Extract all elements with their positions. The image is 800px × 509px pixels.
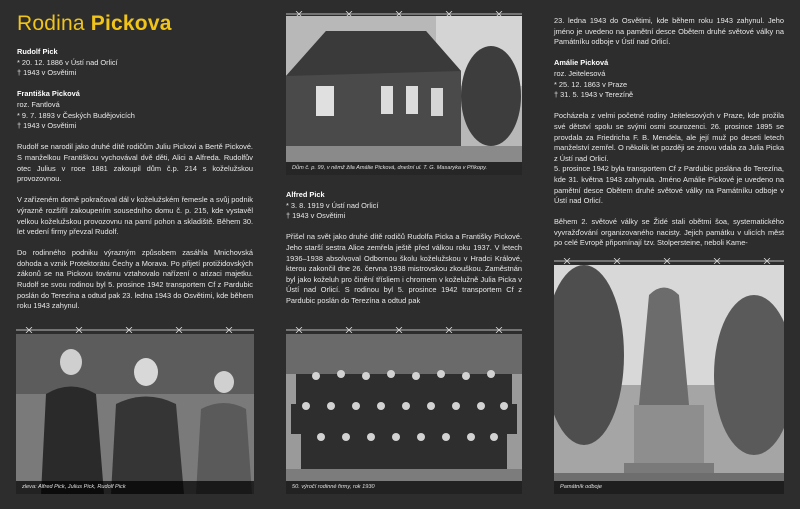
person-name-frantiska: Františka Picková [17, 89, 80, 99]
amalie-born: * 25. 12. 1863 v Praze [554, 79, 628, 89]
rudolf-born: * 20. 12. 1886 v Ústí nad Orlicí [17, 57, 118, 67]
family-portrait-image [16, 334, 254, 494]
photo-family-portrait [16, 334, 254, 494]
column-3-text [554, 16, 784, 249]
col1-paragraph-1: Rudolf se narodil jako druhé dítě rodičům Juliu Pickovi a Bertě Pickové. S manželkou Františkou vychovával dvě děti, Alici a Alfreda. Rudolfův otec Julius v roce 1881 zakoupil dům č.p. 214 s koželužskou provozovnou. [17, 142, 253, 184]
alfred-born: * 3. 8. 1919 v Ústí nad Orlicí [286, 200, 379, 210]
page-title [17, 12, 172, 36]
title-part-1: Rodina [17, 12, 91, 35]
barbed-wire-4 [554, 258, 784, 264]
col1-paragraph-2: V zařízeném domě pokračoval dál v koželužském řemesle a svůj podnik výrazně rozšířil zakoupením sousedního domu č. p. 215, kde vystavěl velkou koželužskou provozovnu na parní pohon a skladiště. Během 30. let vedení firmy převzal Rudolf. [17, 195, 253, 237]
col1-paragraph-3: Do rodinného podniku výrazným způsobem zasáhla Mnichovská dohoda a vznik Protektorátu Čechy a Morava. Po přijetí protižidovských zákonů se na Pickovu továrnu vztahovalo nařízení o arizaci majetku. Rudolf se svou rodinou byl 5. prosince 1942 transportem Cf z Pardubic poslán do Terezína a odtud pak 23. ledna 1943 do Osvětimi, kde během roku 1943 zahynul. [17, 248, 253, 311]
amalie-maiden: roz. Jeitelesová [554, 68, 606, 78]
frantiska-born: * 9. 7. 1893 v Českých Budějovicích [17, 110, 135, 120]
col3-paragraph-0: 23. ledna 1943 do Osvětimi, kde během roku 1943 zahynul. Jeho jméno je uvedeno na pamětní desce Obětem druhé světové války na Památníku odboje v Ústí nad Orlicí. [554, 16, 784, 47]
frantiska-died: † 1943 v Osvětimi [17, 121, 77, 131]
rudolf-died: † 1943 v Osvětimi [17, 68, 77, 78]
col3-paragraph-1: Pocházela z velmi početné rodiny Jeitelesových v Praze, kde prožila své dětství spolu se svými osmi sourozenci. 26. prosince 1895 se provdala za Friedricha F. B. Mendela, ale její muž po deseti letech manželství zemřel. O několik let později se znovu vdala za Julia Picka z Ústí nad Orlicí. [554, 111, 784, 163]
frantiska-maiden: roz. Fantlová [17, 99, 60, 109]
col3-paragraph-2: 5. prosince 1942 byla transportem Cf z Pardubic poslána do Terezína, kde 31. května 1943 zahynula. Jméno Amálie Pickové je uvedeno na pamětní desce Obětem druhé světové války na Památníku odboje v Ústí nad Orlicí. [554, 164, 784, 206]
barbed-wire-1 [16, 327, 254, 333]
person-name-alfred: Alfred Pick [286, 190, 325, 199]
person-name-amalie: Amálie Picková [554, 58, 609, 68]
caption-firm: 50. výročí rodinné firmy, rok 1930 [286, 481, 522, 494]
person-name-rudolf: Rudolf Pick [17, 47, 58, 56]
barbed-wire-3 [286, 327, 522, 333]
house-image [286, 16, 522, 175]
photo-memorial [554, 265, 784, 494]
column-2-text [286, 190, 522, 307]
col3-paragraph-3: Během 2. světové války se Židé stali obětmi šoa, systematického vyvražďování organizovaného nacisty. Jejich památku v ulicích měst po celé Evropě připomínají tzv. Stolpersteine, neboli Kame- [554, 217, 784, 248]
firm-group-image [286, 334, 522, 494]
alfred-died: † 1943 v Osvětimi [286, 211, 346, 221]
col2-paragraph-1: Přišel na svět jako druhé dítě rodičů Rudolfa Picka a Františky Pickové. Jeho starší sestra Alice zemřela ještě před válkou roku 1937. V letech 1936–1938 absolvoval Odbornou školu koželužskou v Hradci Králové, kterou zakončil dne 26. června 1938 mistrovskou zkouškou. Zaměstnán byl jako koželuh pro činění třísliem i chromem v koželužně Julia Picka v Ústí nad Orlicí. S rodinou byl 5. prosince 1942 transportem Cf z Pardubic poslán do Terezína a odtud pak [286, 232, 522, 305]
photo-firm-group [286, 334, 522, 494]
caption-family: zleva: Alfred Pick, Julius Pick, Rudolf Pick [16, 481, 254, 494]
column-1-text [17, 47, 253, 312]
caption-house: Dům č. p. 99, v němž žila Amálie Picková, dnešní ul. T. G. Masaryka v Příkopy. [286, 162, 522, 175]
memorial-image [554, 265, 784, 494]
caption-memorial: Památník odboje [554, 481, 784, 494]
amalie-died: † 31. 5. 1943 v Terezíně [554, 90, 634, 100]
title-part-2: Pickova [90, 12, 172, 35]
photo-house [286, 16, 522, 175]
